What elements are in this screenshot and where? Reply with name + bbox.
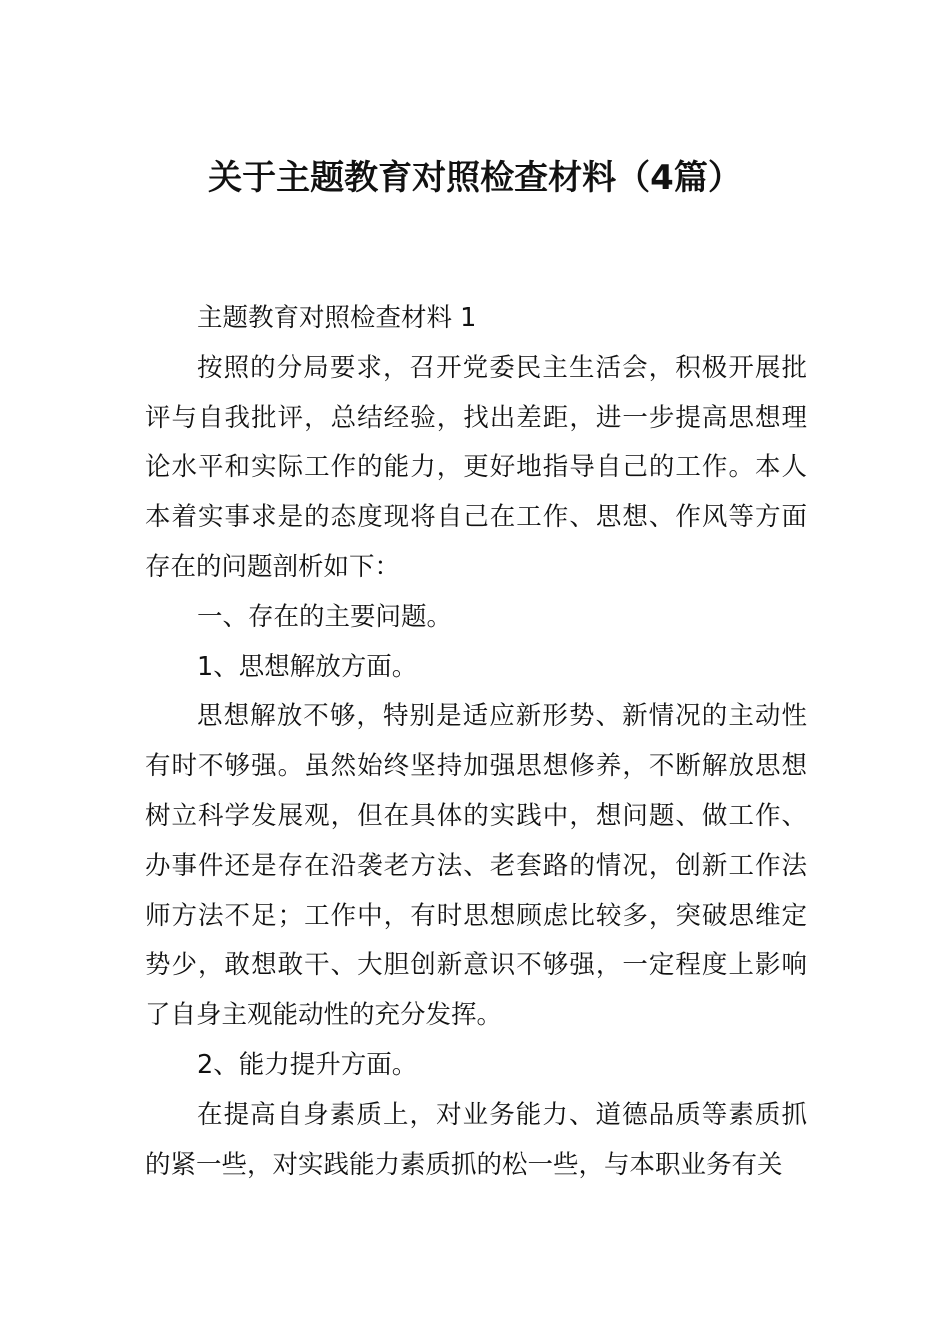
document-body — [145, 294, 807, 1190]
subsection-heading: 1、思想解放方面。 — [197, 651, 418, 682]
section-heading: 一、存在的主要问题。 — [197, 601, 453, 632]
body-paragraph: 思想解放不够，特别是适应新形势、新情况的主动性有时不够强。虽然始终坚持加强思想修养，不断解放思想树立科学发展观，但在具体的实践中，想问题、做工作、办事件还是存在沿袭老方法、老套路的情况，创新工作法师方法不足；工作中，有时思想顾虑比较多，突破思维定势少，敢想敢干、大胆创新意识不够强，一定程度上影响了自身主观能动性的充分发挥。 — [145, 701, 807, 1031]
subsection-heading: 2、能力提升方面。 — [197, 1049, 418, 1080]
body-paragraph: 按照的分局要求，召开党委民主生活会，积极开展批评与自我批评，总结经验，找出差距，进一步提高思想理论水平和实际工作的能力，更好地指导自己的工作。本人本着实事求是的态度现将自己在工作、思想、作风等方面存在的问题剖析如下： — [145, 352, 807, 582]
document-title: 关于主题教育对照检查材料（4篇） — [208, 158, 742, 198]
body-paragraph: 在提高自身素质上，对业务能力、道德品质等素质抓的紧一些，对实践能力素质抓的松一些，与本职业务有关 — [145, 1099, 807, 1180]
section-heading: 主题教育对照检查材料 1 — [197, 303, 477, 333]
